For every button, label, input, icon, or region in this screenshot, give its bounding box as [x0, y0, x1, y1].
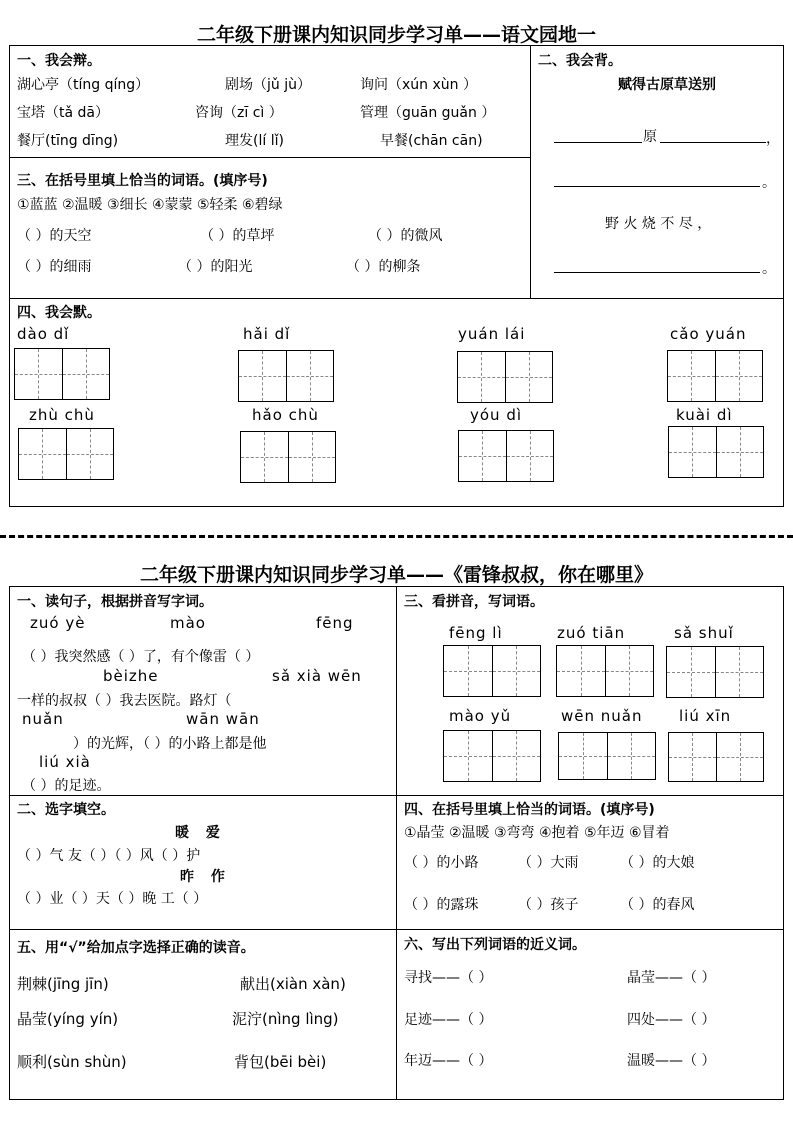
- pinyin-prompt: zhù chù: [29, 406, 95, 424]
- pinyin-prompt: cǎo yuán: [670, 325, 747, 343]
- s2-sec5-heading: 五、用“√”给加点字选择正确的读音。: [17, 940, 255, 956]
- sentence-line: （ ）的足迹。: [22, 778, 111, 794]
- fill-line[interactable]: （ ）气 友（ ）（ ）风（ ）护: [17, 848, 201, 864]
- fill-item[interactable]: （ ）的草坪: [200, 228, 275, 244]
- choice-item[interactable]: 荆棘(jīng jīn): [17, 975, 109, 993]
- s2-sec6-heading: 六、写出下列词语的近义词。: [404, 937, 586, 953]
- s1-sec1-item: 管理（guān guǎn ）: [360, 105, 496, 121]
- synonym-item[interactable]: 四处——（ ）: [627, 1012, 716, 1028]
- fill-line[interactable]: （ ）业（ ）天（ ）晚 工（ ）: [17, 891, 208, 907]
- writing-grid[interactable]: [668, 732, 764, 782]
- fill-item[interactable]: （ ）的阳光: [178, 259, 253, 275]
- synonym-item[interactable]: 足迹——（ ）: [404, 1012, 493, 1028]
- fill-item[interactable]: （ ）的微风: [368, 228, 443, 244]
- s1-sec1-heading: 一、我会辩。: [17, 53, 101, 69]
- pinyin-prompt: sǎ shuǐ: [674, 624, 734, 642]
- pinyin-prompt: hǎi dǐ: [243, 325, 291, 343]
- sheet2-hdivider-b: [9, 929, 784, 930]
- writing-grid[interactable]: [18, 428, 114, 480]
- sheet1-hdivider-b: [9, 298, 784, 299]
- cut-line: [0, 535, 793, 538]
- poem-punct: 。: [762, 261, 776, 277]
- poem-title: 赋得古原草送别: [618, 77, 716, 93]
- writing-grid[interactable]: [667, 350, 763, 402]
- writing-grid[interactable]: [240, 431, 336, 483]
- sheet1-title: 二年级下册课内知识同步学习单——语文园地一: [196, 24, 596, 46]
- writing-grid[interactable]: [666, 646, 764, 698]
- writing-grid[interactable]: [443, 645, 541, 697]
- pinyin-prompt: wān wān: [186, 710, 260, 728]
- s1-sec1-item: 宝塔（tǎ dā）: [17, 105, 109, 121]
- pinyin-prompt: fēng: [316, 614, 354, 632]
- pinyin-prompt: hǎo chù: [252, 406, 319, 424]
- char-choices: 暖 爱: [175, 825, 226, 841]
- fill-item[interactable]: （ ）的天空: [17, 228, 92, 244]
- s1-sec1-item: 理发(lí lǐ): [225, 133, 284, 149]
- pinyin-prompt: nuǎn: [22, 710, 64, 728]
- fill-item[interactable]: （ ）的细雨: [17, 259, 92, 275]
- s2-sec4-options: ①晶莹 ②温暖 ③弯弯 ④抱着 ⑤年迈 ⑥冒着: [404, 825, 670, 841]
- writing-grid[interactable]: [668, 426, 764, 478]
- pinyin-prompt: dào dǐ: [17, 325, 70, 343]
- writing-grid[interactable]: [238, 350, 334, 402]
- s1-sec4-heading: 四、我会默。: [17, 305, 101, 321]
- s1-sec3-heading: 三、在括号里填上恰当的词语。(填序号): [17, 173, 268, 189]
- poem-char: 原: [643, 129, 657, 145]
- pinyin-prompt: mào: [170, 614, 206, 632]
- writing-grid[interactable]: [458, 430, 554, 482]
- synonym-item[interactable]: 寻找——（ ）: [404, 970, 493, 986]
- fill-item[interactable]: （ ）的柳条: [346, 259, 421, 275]
- pinyin-prompt: yóu dì: [470, 406, 523, 424]
- s2-sec2-heading: 二、选字填空。: [17, 802, 115, 818]
- sentence-line: （ ）我突然感（ ）了，有个像雷（ ）: [22, 649, 260, 665]
- choice-item[interactable]: 晶莹(yíng yín): [17, 1010, 119, 1028]
- s2-sec1-heading: 一、读句子，根据拼音写字词。: [17, 594, 213, 610]
- pinyin-prompt: kuài dì: [676, 406, 733, 424]
- writing-grid[interactable]: [443, 730, 541, 782]
- s1-sec3-options: ①蓝蓝 ②温暖 ③细长 ④蒙蒙 ⑤轻柔 ⑥碧绿: [17, 197, 283, 213]
- synonym-item[interactable]: 温暖——（ ）: [627, 1053, 716, 1069]
- fill-item[interactable]: （ ）的小路: [404, 855, 479, 871]
- blank-line[interactable]: [660, 142, 766, 143]
- s1-sec1-item: 湖心亭（tíng qíng）: [17, 77, 150, 93]
- char-choices: 昨 作: [180, 869, 231, 885]
- s1-sec1-item: 餐厅(tīng dīng): [17, 133, 119, 149]
- fill-item[interactable]: （ ）大雨: [518, 855, 579, 871]
- sentence-line: 一样的叔叔（ ）我去医院。路灯（: [17, 693, 232, 709]
- blank-line[interactable]: [554, 186, 760, 187]
- sheet2-title: 二年级下册课内知识同步学习单——《雷锋叔叔，你在哪里》: [139, 564, 653, 586]
- pinyin-prompt: fēng lì: [449, 624, 503, 642]
- s1-sec1-item: 询问（xún xùn ）: [360, 77, 477, 93]
- pinyin-prompt: yuán lái: [458, 325, 526, 343]
- pinyin-prompt: bèizhe: [103, 667, 159, 685]
- s2-sec4-heading: 四、在括号里填上恰当的词语。(填序号): [404, 802, 655, 818]
- sheet1-vdivider: [530, 45, 531, 298]
- fill-item[interactable]: （ ）的露珠: [404, 897, 479, 913]
- synonym-item[interactable]: 晶莹——（ ）: [627, 970, 716, 986]
- s2-sec3-heading: 三、看拼音，写词语。: [404, 594, 544, 610]
- pinyin-prompt: mào yǔ: [449, 707, 512, 725]
- poem-punct: 。: [762, 175, 776, 191]
- s1-sec1-item: 咨询（zī cì ）: [195, 105, 283, 121]
- poem-line: 野 火 烧 不 尽 ，: [605, 216, 712, 232]
- synonym-item[interactable]: 年迈——（ ）: [404, 1053, 493, 1069]
- pinyin-prompt: liú xīn: [679, 707, 732, 725]
- choice-item[interactable]: 献出(xiàn xàn): [240, 975, 346, 993]
- blank-line[interactable]: [554, 272, 760, 273]
- s1-sec1-item: 早餐(chān cān): [380, 133, 483, 149]
- pinyin-prompt: zuó yè: [30, 614, 86, 632]
- pinyin-prompt: liú xià: [39, 753, 91, 771]
- sheet2-hdivider-a: [9, 795, 784, 796]
- poem-punct: ，: [766, 131, 780, 147]
- s1-sec1-item: 剧场（jǔ jù）: [225, 77, 311, 93]
- writing-grid[interactable]: [556, 645, 654, 697]
- choice-item[interactable]: 顺利(sùn shùn): [17, 1053, 127, 1071]
- choice-item[interactable]: 泥泞(nìng lìng): [232, 1010, 339, 1028]
- fill-item[interactable]: （ ）的春风: [620, 897, 695, 913]
- writing-grid[interactable]: [457, 351, 553, 403]
- fill-item[interactable]: （ ）的大娘: [620, 855, 695, 871]
- blank-line[interactable]: [554, 142, 642, 143]
- s1-sec2-heading: 二、我会背。: [538, 53, 622, 69]
- writing-grid[interactable]: [558, 732, 656, 780]
- sheet2-vdivider: [396, 586, 397, 1100]
- pinyin-prompt: sǎ xià wēn: [272, 667, 362, 685]
- choice-item[interactable]: 背包(bēi bèi): [234, 1053, 327, 1071]
- pinyin-prompt: zuó tiān: [557, 624, 626, 642]
- sentence-line: ）的光辉，（ ）的小路上都是他: [73, 736, 267, 752]
- writing-grid[interactable]: [14, 348, 110, 400]
- pinyin-prompt: wēn nuǎn: [561, 707, 643, 725]
- fill-item[interactable]: （ ）孩子: [518, 897, 579, 913]
- sheet1-hdivider-a: [9, 157, 530, 158]
